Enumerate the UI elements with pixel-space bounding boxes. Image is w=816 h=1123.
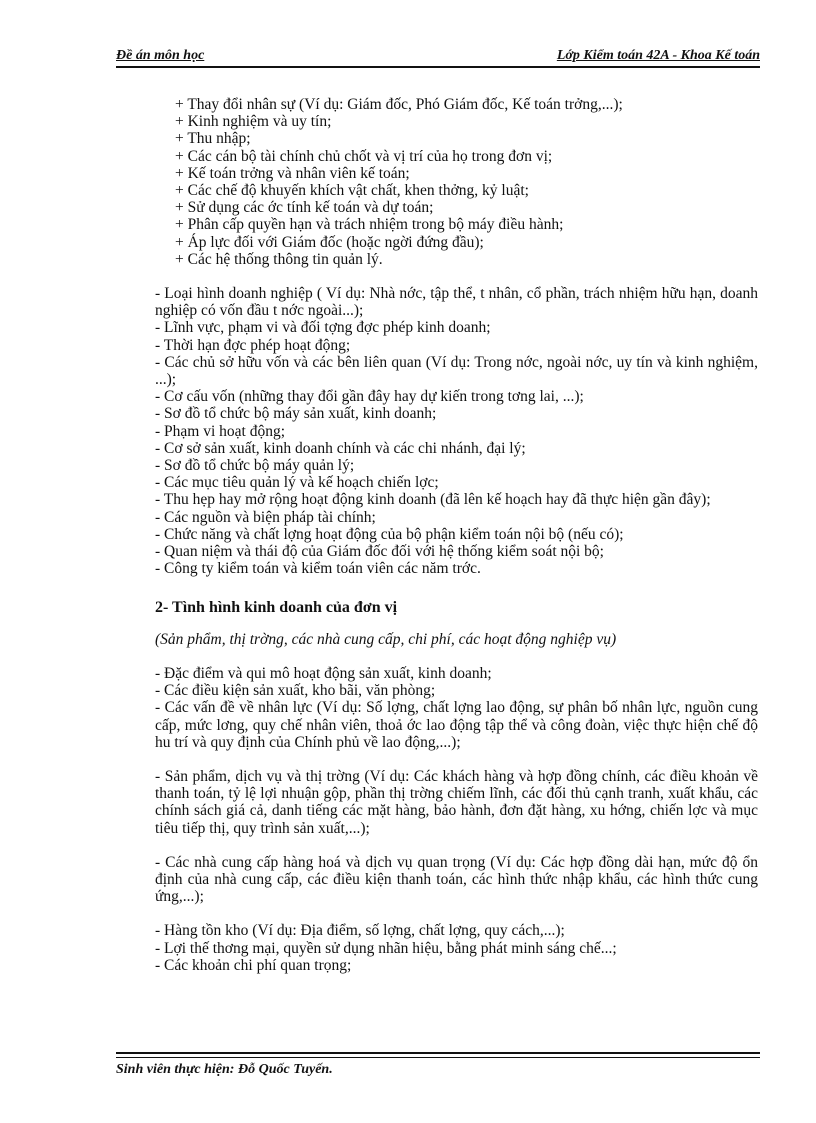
list-item: + Các hệ thống thông tin quản lý. [175, 250, 383, 268]
list-item: - Thu hẹp hay mở rộng hoạt động kinh doanh (đã lên kế hoạch hay đã thực hiện gần đây); [155, 491, 711, 509]
list-item: - Quan niệm và thái độ của Giám đốc đối với hệ thống kiểm soát nội bộ; [155, 543, 604, 561]
enterprise-info-list [155, 285, 758, 577]
footer-author: Sinh viên thực hiện: Đỗ Quốc Tuyến. [116, 1062, 333, 1077]
list-item: + Phân cấp quyền hạn và trách nhiệm trong bộ máy điều hành; [175, 216, 564, 234]
list-item: - Các chủ sở hữu vốn và các bên liên quan (Ví dụ: Trong nớc, ngoài nớc, uy tín và kinh nghiệm, ...); [155, 353, 758, 389]
assets-costs-list [155, 922, 758, 974]
list-item: - Sơ đồ tổ chức bộ máy quản lý; [155, 457, 355, 475]
footer-rule [116, 1052, 760, 1054]
list-item: + Các cán bộ tài chính chủ chốt và vị trí của họ trong đơn vị; [175, 147, 553, 165]
spacer [155, 268, 758, 285]
list-item: - Cơ cấu vốn (những thay đổi gần đây hay dự kiến trong tơng lai, ...); [155, 388, 584, 406]
list-item: - Các mục tiêu quản lý và kế hoạch chiến lợc; [155, 474, 439, 492]
list-item: - Các khoản chi phí quan trọng; [155, 956, 352, 974]
list-item: - Các vấn đề về nhân lực (Ví dụ: Số lợng, chất lợng lao động, sự phân bố nhân lực, nguồn cung cấp, mức lơng, quy chế nhân viên, thoả ớc lao động tập thể và công đoàn, việc thực hiện chế độ hu trí và quy định của Chính phủ về lao động,...); [155, 699, 758, 751]
spacer [155, 751, 758, 768]
suppliers-paragraph: - Các nhà cung cấp hàng hoá và dịch vụ quan trọng (Ví dụ: Các hợp đồng dài hạn, mức độ ổn định của nhà cung cấp, các điều kiện thanh toán, các hình thức nhập khẩu, các hình thức cung ứng,...); [155, 853, 758, 906]
spacer [155, 905, 758, 922]
spacer [155, 648, 758, 665]
business-conditions-list [155, 665, 758, 751]
list-item: - Các nguồn và biện pháp tài chính; [155, 508, 376, 526]
list-item: + Thu nhập; [175, 130, 251, 148]
spacer [155, 577, 758, 599]
list-item: - Loại hình doanh nghiệp ( Ví dụ: Nhà nớc, tập thể, t nhân, cổ phần, trách nhiệm hữu hạn, doanh nghiệp có vốn đầu t nớc ngoài...); [155, 285, 758, 320]
list-item: - Các điều kiện sản xuất, kho bãi, văn phòng; [155, 682, 436, 700]
products-paragraph: - Sản phẩm, dịch vụ và thị trờng (Ví dụ: Các khách hàng và hợp đồng chính, các điều khoản về thanh toán, tỷ lệ lợi nhuận gộp, phần thị trờng chiếm lĩnh, các đối thủ cạnh tranh, xuất khẩu, các chính sách giá cả, danh tiếng các mặt hàng, bảo hành, đơn đặt hàng, xu hớng, chiến lợc và mục tiêu tiếp thị, quy trình sản xuất,...); [155, 767, 758, 837]
list-item: - Hàng tồn kho (Ví dụ: Địa điểm, số lợng, chất lợng, quy cách,...); [155, 922, 565, 940]
list-item: + Áp lực đối với Giám đốc (hoặc ngời đứng đầu); [175, 233, 484, 251]
list-item: - Lĩnh vực, phạm vi và đối tợng đợc phép kinh doanh; [155, 319, 491, 337]
spacer [155, 617, 758, 631]
list-item: + Sử dụng các ớc tính kế toán và dự toán; [175, 199, 434, 217]
plus-item-list [175, 96, 758, 268]
document-body [155, 96, 758, 974]
list-item: - Cơ sở sản xuất, kinh doanh chính và các chi nhánh, đại lý; [155, 439, 526, 457]
header-rule [116, 66, 760, 68]
list-item: + Thay đổi nhân sự (Ví dụ: Giám đốc, Phó Giám đốc, Kế toán trởng,...); [175, 96, 623, 113]
list-item: - Lợi thế thơng mại, quyền sử dụng nhãn hiệu, bằng phát minh sáng chế...; [155, 939, 617, 957]
list-item: - Sơ đồ tổ chức bộ máy sản xuất, kinh doanh; [155, 405, 437, 423]
list-item: - Phạm vi hoạt động; [155, 422, 286, 440]
header-course-title: Đề án môn học [116, 48, 205, 63]
section-2-title: 2- Tình hình kinh doanh của đơn vị [155, 599, 398, 617]
header-class-faculty: Lớp Kiểm toán 42A - Khoa Kế toán [556, 48, 760, 63]
section-2-subtitle: (Sản phẩm, thị trờng, các nhà cung cấp, chi phí, các hoạt động nghiệp vụ) [155, 630, 617, 648]
spacer [155, 837, 758, 854]
list-item: - Công ty kiểm toán và kiểm toán viên các năm trớc. [155, 560, 481, 578]
list-item: - Chức năng và chất lợng hoạt động của bộ phận kiểm toán nội bộ (nếu có); [155, 525, 624, 543]
list-item: + Kế toán trởng và nhân viên kế toán; [175, 164, 410, 182]
list-item: - Thời hạn đợc phép hoạt động; [155, 336, 351, 354]
footer-rule-thin [116, 1057, 760, 1058]
list-item: + Kinh nghiệm và uy tín; [175, 113, 332, 131]
list-item: - Đặc điểm và qui mô hoạt động sản xuất, kinh doanh; [155, 664, 492, 682]
list-item: + Các chế độ khuyến khích vật chất, khen thởng, kỷ luật; [175, 182, 529, 200]
